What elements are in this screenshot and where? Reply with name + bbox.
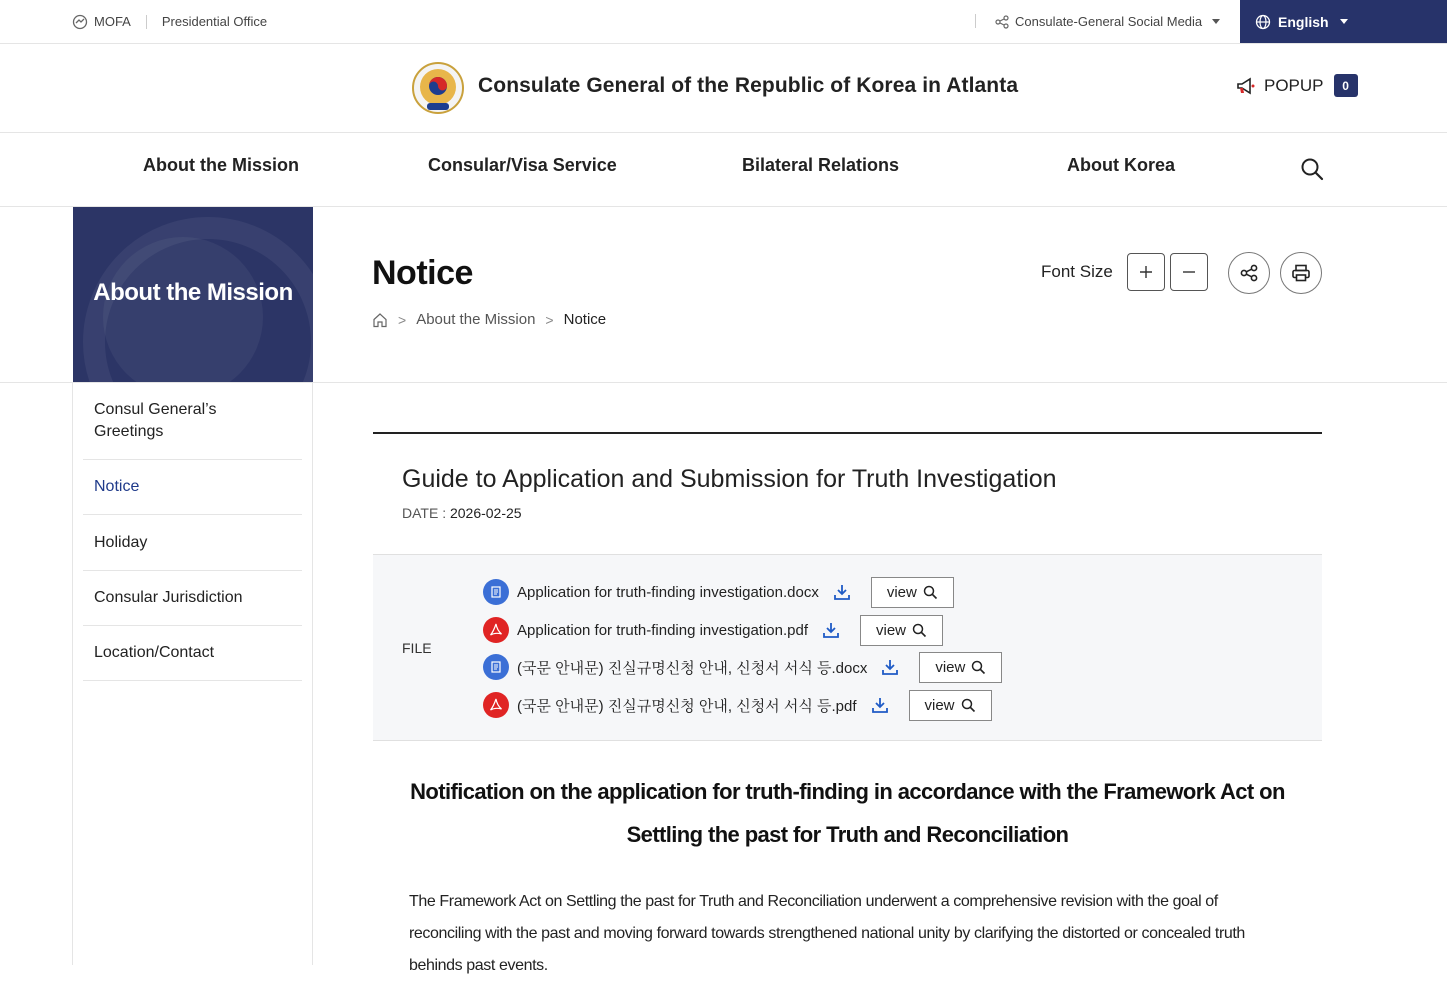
download-icon[interactable]	[881, 658, 899, 676]
plus-icon	[1139, 265, 1153, 279]
attachment-name[interactable]: (국문 안내문) 진실규명신청 안내, 신청서 서식 등.docx	[517, 659, 868, 677]
file-label: FILE	[402, 640, 432, 656]
attachment-name[interactable]: Application for truth-finding investigation.docx	[517, 583, 819, 601]
pdf-icon	[483, 617, 509, 643]
mofa-link[interactable]	[72, 14, 131, 30]
font-size-label: Font Size	[1041, 262, 1113, 281]
site-title[interactable]: Consulate General of the Republic of Korea in Atlanta	[478, 74, 1019, 97]
magnifier-icon	[971, 660, 986, 675]
attachment-row	[483, 690, 992, 720]
nav-item-about-mission[interactable]: About the Mission	[143, 155, 299, 175]
page-title: Notice	[372, 254, 473, 292]
article-divider	[373, 432, 1322, 434]
breadcrumb-current: Notice	[563, 311, 607, 328]
document-icon	[483, 579, 509, 605]
side-menu-label: Holiday	[94, 533, 148, 551]
view-label: view	[924, 696, 955, 714]
article-title: Guide to Application and Submission for Truth Investigation	[402, 465, 1057, 493]
popup-label: POPUP	[1264, 75, 1324, 95]
side-menu-label: Consular Jurisdiction	[94, 589, 243, 606]
document-icon	[483, 654, 509, 680]
attachment-panel	[373, 554, 1322, 741]
nav-item-about-korea[interactable]: About Korea	[1067, 155, 1175, 175]
minus-icon	[1182, 265, 1196, 279]
pdf-icon	[483, 692, 509, 718]
consulate-emblem-logo[interactable]	[412, 62, 464, 114]
popup-button[interactable]	[1236, 74, 1358, 97]
download-icon[interactable]	[833, 583, 851, 601]
magnifier-icon	[961, 698, 976, 713]
attachment-row	[483, 652, 1002, 682]
site-header	[0, 44, 1447, 133]
mofa-label: MOFA	[94, 14, 131, 29]
share-icon	[1239, 263, 1259, 283]
article-date	[402, 505, 522, 521]
magnifier-icon	[923, 585, 938, 600]
view-button[interactable]	[860, 615, 943, 646]
side-menu-item-holiday[interactable]	[83, 515, 302, 571]
side-menu-item-notice[interactable]	[83, 460, 302, 515]
article-body: The Framework Act on Settling the past for Truth and Reconciliation underwent a comprehensive revision with the goal of reconciling with the past and moving forward towards strengthened national unity by clarifying the distorted or concealed truth behinds past events.	[409, 893, 1245, 974]
view-label: view	[935, 658, 966, 676]
font-increase-button[interactable]	[1127, 253, 1165, 291]
view-button[interactable]	[909, 690, 992, 721]
share-icon	[995, 15, 1009, 29]
side-menu-item-location-contact[interactable]	[83, 626, 302, 681]
side-menu-label: Consul General’s Greetings	[94, 400, 217, 440]
attachment-row	[483, 615, 943, 645]
attachment-row	[483, 577, 954, 607]
social-media-label: Consulate-General Social Media	[1015, 14, 1203, 29]
breadcrumb-item[interactable]: About the Mission	[416, 311, 536, 328]
view-label: view	[876, 621, 907, 639]
chevron-right-icon: >	[545, 311, 554, 328]
globe-icon	[1255, 14, 1271, 30]
share-button[interactable]	[1228, 252, 1270, 294]
social-media-dropdown[interactable]	[995, 0, 1220, 43]
mofa-icon	[72, 14, 88, 30]
popup-count-badge: 0	[1334, 74, 1358, 97]
view-label: view	[886, 583, 917, 601]
chevron-down-icon	[1340, 19, 1348, 24]
main-nav	[0, 133, 1447, 207]
view-button[interactable]	[919, 652, 1002, 683]
date-value: 2026-02-25	[449, 505, 522, 521]
side-menu-label: Notice	[94, 478, 140, 495]
home-icon[interactable]	[372, 312, 388, 328]
megaphone-icon	[1236, 77, 1256, 95]
chevron-right-icon: >	[398, 311, 407, 328]
magnifier-icon	[912, 623, 927, 638]
attachment-name[interactable]: Application for truth-finding investigation.pdf	[517, 621, 809, 639]
nav-item-consular-visa[interactable]: Consular/Visa Service	[428, 155, 617, 175]
printer-icon	[1291, 263, 1311, 283]
nav-item-bilateral-relations[interactable]: Bilateral Relations	[742, 155, 900, 175]
breadcrumb	[372, 311, 606, 328]
section-banner-title: About the Mission	[93, 279, 293, 306]
date-label: DATE :	[402, 505, 447, 521]
chevron-down-icon	[1212, 19, 1220, 24]
language-label: English	[1278, 13, 1329, 30]
print-button[interactable]	[1280, 252, 1322, 294]
download-icon[interactable]	[871, 696, 889, 714]
presidential-office-link[interactable]: Presidential Office	[161, 14, 268, 29]
language-selector[interactable]	[1240, 0, 1447, 43]
side-menu-label: Location/Contact	[94, 644, 215, 661]
search-icon[interactable]	[1300, 157, 1324, 181]
side-menu	[72, 382, 313, 965]
notification-heading: Notification on the application for truth-finding in accordance with the Framework Act on Settling the past for Truth and Reconciliation	[410, 779, 1285, 847]
attachment-name[interactable]: (국문 안내문) 진실규명신청 안내, 신청서 서식 등.pdf	[517, 697, 857, 715]
utility-bar	[0, 0, 1447, 44]
view-button[interactable]	[871, 577, 954, 608]
download-icon[interactable]	[822, 621, 840, 639]
side-menu-item-greetings[interactable]	[83, 382, 302, 460]
side-menu-item-jurisdiction[interactable]	[83, 571, 302, 626]
section-banner	[73, 207, 313, 382]
font-decrease-button[interactable]	[1170, 253, 1208, 291]
